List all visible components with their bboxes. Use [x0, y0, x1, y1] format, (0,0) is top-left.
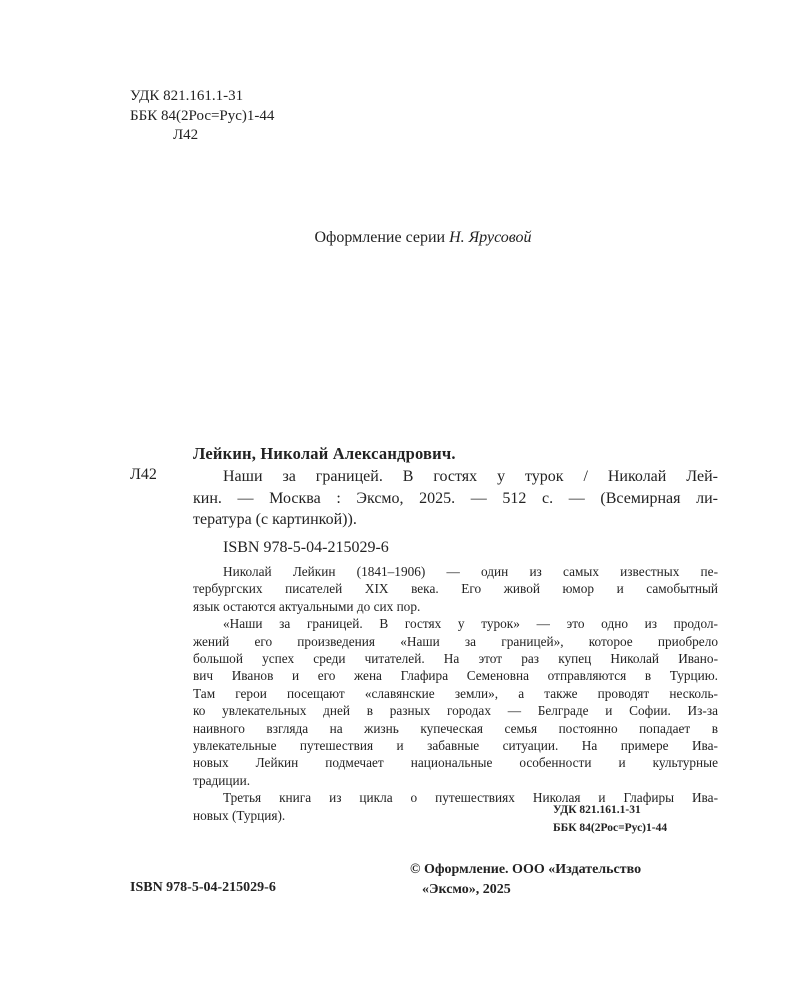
- isbn-bottom: ISBN 978-5-04-215029-6: [130, 880, 276, 895]
- record-isbn: ISBN 978-5-04-215029-6: [223, 539, 389, 556]
- title-line: Наши за границей. В гостях у турок / Николай Лей-: [223, 468, 718, 485]
- annotation-line: большой успех среди читателей. На этот раз купец Николай Ивано-: [193, 651, 718, 667]
- annotation-line: язык остаются актуальными до сих пор.: [193, 598, 421, 614]
- annotation-line: вич Иванов и его жена Глафира Семеновна отправляются в Турцию.: [193, 668, 718, 684]
- annotation-line: «Наши за границей. В гостях у турок» — это одно из продол-: [223, 616, 718, 632]
- series-designer: Н. Ярусовой: [449, 229, 532, 246]
- annotation-line: новых Лейкин подмечает национальные особенности и культурные: [193, 755, 718, 771]
- copyright-line: © Оформление. ООО «Издательство: [410, 862, 642, 877]
- annotation-line: ко увлекательных дней в разных городах — Белграде и Софии. Из-за: [193, 703, 718, 719]
- annotation-line: увлекательные путешествия и забавные ситуации. На примере Ива-: [193, 738, 718, 754]
- author-sign: Л42: [173, 127, 199, 143]
- annotation: [193, 563, 718, 824]
- annotation-line: жений его произведения «Наши за границей», которое приобрело: [193, 633, 718, 649]
- annotation-line: Николай Лейкин (1841–1906) — один из самых известных пе-: [223, 564, 718, 579]
- classification-block: [130, 87, 274, 146]
- copyright-line: «Эксмо», 2025: [422, 882, 511, 897]
- series-design-label: Оформление серии: [314, 229, 450, 246]
- annotation-line: новых (Турция).: [193, 807, 286, 823]
- bbk-code: ББК 84(2Рос=Рус)1-44: [130, 107, 275, 124]
- record-author: Лейкин, Николай Александрович.: [193, 444, 456, 463]
- annotation-line: Там герои посещают «славянские земли», а также проводят несколь-: [193, 685, 718, 701]
- title-line: кин. — Москва : Эксмо, 2025. — 512 с. — (Всемирная ли-: [193, 489, 718, 507]
- title-line: тература (с картинкой)).: [193, 511, 357, 528]
- annotation-line: традиции.: [193, 772, 251, 788]
- udk-code-bottom: УДК 821.161.1-31: [553, 804, 641, 816]
- annotation-line: Третья книга из цикла о путешествиях Николая и Глафиры Ива-: [223, 790, 718, 806]
- series-design-credit: [0, 229, 800, 247]
- record-author-sign: Л42: [130, 466, 157, 483]
- bbk-code-bottom: ББК 84(2Рос=Рус)1-44: [553, 822, 668, 834]
- udk-code: УДК 821.161.1-31: [130, 88, 244, 104]
- annotation-line: наивного взгляда на жизнь купеческая семья постоянно попадает в: [193, 720, 718, 736]
- classification-bottom: [553, 801, 667, 837]
- copyright-notice: [410, 860, 641, 900]
- record-title: [193, 466, 718, 531]
- annotation-line: тербургских писателей XIX века. Его живой юмор и самобытный: [193, 581, 718, 597]
